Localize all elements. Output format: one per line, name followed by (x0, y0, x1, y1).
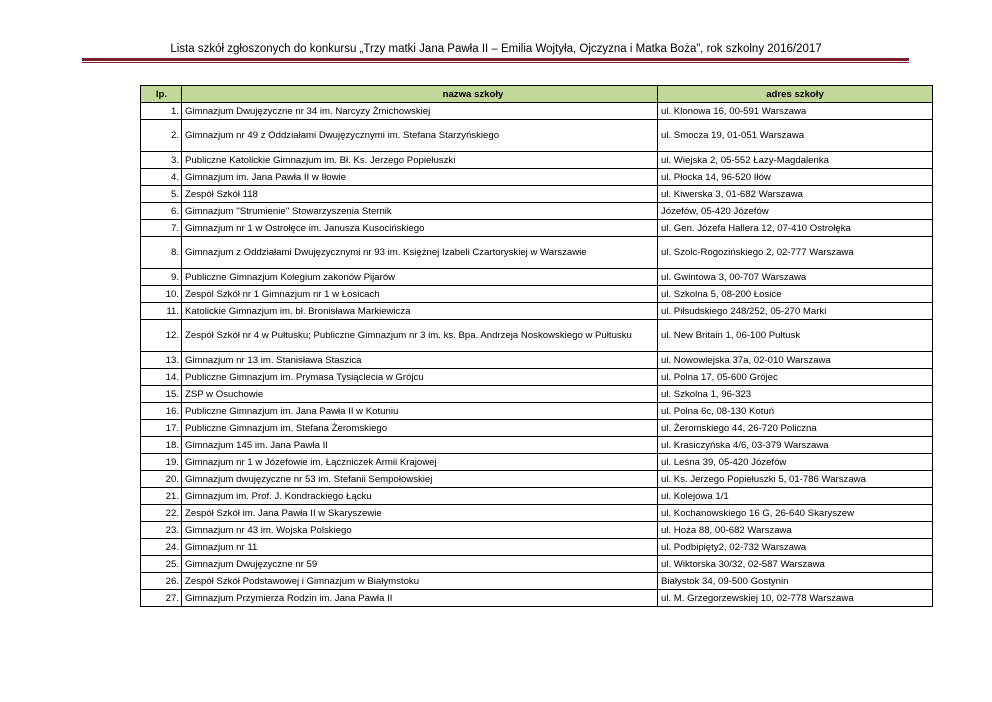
school-address-cell: ul. Hoża 88, 00-682 Warszawa (658, 522, 933, 539)
school-name-cell: ZSP w Osuchowie (182, 386, 658, 403)
row-number-cell: 14. (141, 369, 182, 386)
school-address-cell: ul. Żeromskiego 44, 26-720 Policzna (658, 420, 933, 437)
school-name-cell: Gimnazjum Przymierza Rodzin im. Jana Pawła II (182, 590, 658, 607)
row-number-cell: 9. (141, 269, 182, 286)
school-address-cell: ul. Wiejska 2, 05-552 Łazy-Magdalenka (658, 152, 933, 169)
row-number-cell: 24. (141, 539, 182, 556)
row-number-cell: 5. (141, 186, 182, 203)
school-name-cell: Gimnazjum nr 13 im. Stanisława Staszica (182, 352, 658, 369)
school-name-cell: Gimnazjum nr 1 w Józefowie im. Łączniczek Armii Krajowej (182, 454, 658, 471)
table-row (141, 539, 933, 556)
table-row (141, 152, 933, 169)
row-number-cell: 2. (141, 120, 182, 152)
row-number-cell: 18. (141, 437, 182, 454)
school-name-cell: Zespół Szkół Podstawowej i Gimnazjum w Białymstoku (182, 573, 658, 590)
school-name-cell: Gimnazjum nr 1 w Ostrołęce im. Janusza Kusocińskiego (182, 220, 658, 237)
row-number-cell: 10. (141, 286, 182, 303)
row-number-cell: 19. (141, 454, 182, 471)
school-address-cell: ul. Szkolna 5, 08-200 Łosice (658, 286, 933, 303)
table-row (141, 454, 933, 471)
school-name-cell: Zespół Szkół im. Jana Pawła II w Skaryszewie (182, 505, 658, 522)
school-address-cell: ul. Szolc-Rogozińskiego 2, 02-777 Warszawa (658, 237, 933, 269)
table-row (141, 471, 933, 488)
row-number-cell: 21. (141, 488, 182, 505)
school-name-cell: Gimnazjum im. Jana Pawła II w Iłowie (182, 169, 658, 186)
school-address-cell: ul. Smocza 19, 01-051 Warszawa (658, 120, 933, 152)
table-row (141, 590, 933, 607)
school-address-cell: ul. Polna 17, 05-600 Grójec (658, 369, 933, 386)
schools-table (140, 85, 933, 607)
document-title: Lista szkół zgłoszonych do konkursu „Trzy matki Jana Pawła II – Emilia Wojtyła, Ojczyzna i Matka Boża”, rok szkolny 2016/2017 (170, 43, 822, 55)
row-number-cell: 16. (141, 403, 182, 420)
school-name-cell: Gimnazjum nr 11 (182, 539, 658, 556)
school-name-cell: Gimnazjum nr 49 z Oddziałami Dwujęzycznymi im. Stefana Starzyńskiego (182, 120, 658, 152)
school-address-cell: ul. Piłsudskiego 248/252, 05-270 Marki (658, 303, 933, 320)
table-row (141, 169, 933, 186)
table-row (141, 186, 933, 203)
row-number-cell: 25. (141, 556, 182, 573)
table-row (141, 420, 933, 437)
row-number-cell: 26. (141, 573, 182, 590)
table-row (141, 220, 933, 237)
column-header-address: adres szkoły (658, 86, 933, 103)
table-row (141, 522, 933, 539)
school-address-cell: ul. M. Grzegorzewskiej 10, 02-778 Warszawa (658, 590, 933, 607)
school-address-cell: ul. New Britain 1, 06-100 Pułtusk (658, 320, 933, 352)
table-row (141, 103, 933, 120)
school-address-cell: Józefów, 05-420 Józefów (658, 203, 933, 220)
table-row (141, 303, 933, 320)
row-number-cell: 7. (141, 220, 182, 237)
row-number-cell: 1. (141, 103, 182, 120)
table-row (141, 369, 933, 386)
row-number-cell: 17. (141, 420, 182, 437)
table-row (141, 203, 933, 220)
school-name-cell: Gimnazjum z Oddziałami Dwujęzycznymi nr 93 im. Księżnej Izabeli Czartoryskiej w Warszawie (182, 237, 658, 269)
table-row (141, 120, 933, 152)
title-underline-thick (82, 58, 909, 61)
school-name-cell: Gimnazjum ''Strumienie'' Stowarzyszenia Sternik (182, 203, 658, 220)
table-row (141, 488, 933, 505)
school-name-cell: Publiczne Gimnazjum Kolegium zakonów Pijarów (182, 269, 658, 286)
row-number-cell: 22. (141, 505, 182, 522)
school-address-cell: ul. Nowowiejska 37a, 02-010 Warszawa (658, 352, 933, 369)
school-name-cell: Zespól Szkół nr 1 Gimnazjum nr 1 w Łosicach (182, 286, 658, 303)
title-underline-thin (82, 62, 909, 63)
school-name-cell: Gimnazjum Dwujęzyczne nr 59 (182, 556, 658, 573)
school-address-cell: ul. Gwintowa 3, 00-707 Warszawa (658, 269, 933, 286)
row-number-cell: 15. (141, 386, 182, 403)
school-address-cell: ul. Leśna 39, 05-420 Józefów (658, 454, 933, 471)
table-body (141, 103, 933, 607)
school-name-cell: Katolickie Gimnazjum im. bł. Bronisława Markiewicza (182, 303, 658, 320)
table-row (141, 386, 933, 403)
school-name-cell: Gimnazjum 145 im. Jana Pawła II (182, 437, 658, 454)
school-name-cell: Gimnazjum im. Prof. J. Kondrackiego Łącku (182, 488, 658, 505)
table-row (141, 573, 933, 590)
row-number-cell: 20. (141, 471, 182, 488)
school-name-cell: Publiczne Katolickie Gimnazjum im. Bł. Ks. Jerzego Popiełuszki (182, 152, 658, 169)
school-name-cell: Gimnazjum dwujęzyczne nr 53 im. Stefanii Sempołowskiej (182, 471, 658, 488)
school-address-cell: Białystok 34, 09-500 Gostynin (658, 573, 933, 590)
school-address-cell: ul. Podbipięty2, 02-732 Warszawa (658, 539, 933, 556)
school-address-cell: ul. Kochanowskiego 16 G, 26-640 Skaryszew (658, 505, 933, 522)
school-address-cell: ul. Wiktorska 30/32, 02-587 Warszawa (658, 556, 933, 573)
row-number-cell: 27. (141, 590, 182, 607)
table-row (141, 269, 933, 286)
school-address-cell: ul. Klonowa 16, 00-591 Warszawa (658, 103, 933, 120)
school-name-cell: Publiczne Gimnazjum im. Prymasa Tysiąclecia w Grójcu (182, 369, 658, 386)
table-row (141, 505, 933, 522)
schools-table-container (140, 85, 933, 607)
table-header-row (141, 86, 933, 103)
school-address-cell: ul. Kiwerska 3, 01-682 Warszawa (658, 186, 933, 203)
row-number-cell: 11. (141, 303, 182, 320)
table-row (141, 352, 933, 369)
row-number-cell: 12. (141, 320, 182, 352)
school-name-cell: Publiczne Gimnazjum im. Jana Pawła II w Kotuniu (182, 403, 658, 420)
table-row (141, 237, 933, 269)
table-row (141, 320, 933, 352)
row-number-cell: 23. (141, 522, 182, 539)
school-address-cell: ul. Szkolna 1, 96-323 (658, 386, 933, 403)
school-name-cell: Publiczne Gimnazjum im. Stefana Żeromskiego (182, 420, 658, 437)
school-address-cell: ul. Krasiczyńska 4/6, 03-379 Warszawa (658, 437, 933, 454)
row-number-cell: 4. (141, 169, 182, 186)
row-number-cell: 13. (141, 352, 182, 369)
row-number-cell: 3. (141, 152, 182, 169)
table-row (141, 286, 933, 303)
school-address-cell: ul. Polna 6c, 08-130 Kotuń (658, 403, 933, 420)
school-name-cell: Gimnazjum Dwujęzyczne nr 34 im. Narcyzy Żmichowskiej (182, 103, 658, 120)
column-header-lp: lp. (141, 86, 182, 103)
school-name-cell: Zespół Szkół 118 (182, 186, 658, 203)
school-address-cell: ul. Gen. Józefa Hallera 12, 07-410 Ostrołęka (658, 220, 933, 237)
column-header-name: nazwa szkoły (182, 86, 658, 103)
school-name-cell: Zespół Szkół nr 4 w Pułtusku; Publiczne Gimnazjum nr 3 im. ks. Bpa. Andrzeja Noskowskiego w Pułtusku (182, 320, 658, 352)
school-address-cell: ul. Kolejowa 1/1 (658, 488, 933, 505)
row-number-cell: 6. (141, 203, 182, 220)
table-row (141, 403, 933, 420)
table-row (141, 556, 933, 573)
school-address-cell: ul. Płocka 14, 96-520 Iłów (658, 169, 933, 186)
school-address-cell: ul. Ks. Jerzego Popiełuszki 5, 01-786 Warszawa (658, 471, 933, 488)
school-name-cell: Gimnazjum nr 43 im. Wojska Polskiego (182, 522, 658, 539)
table-row (141, 437, 933, 454)
row-number-cell: 8. (141, 237, 182, 269)
